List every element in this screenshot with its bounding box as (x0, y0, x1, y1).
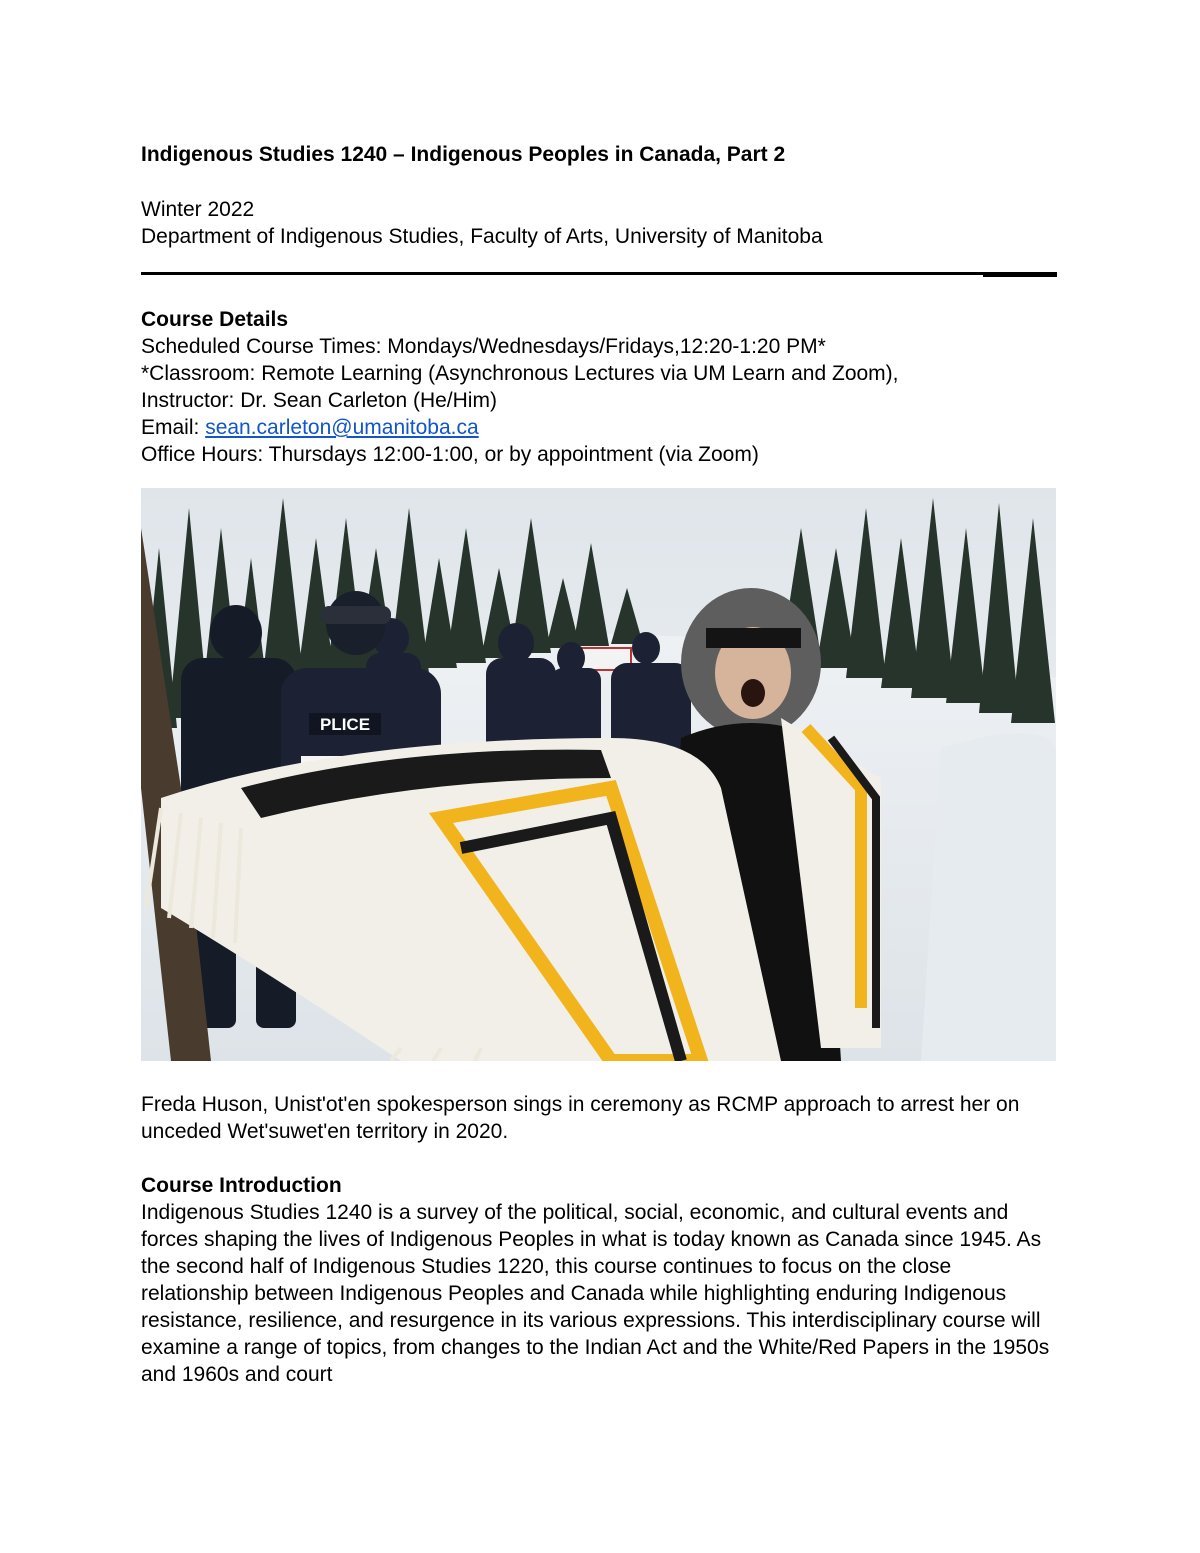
department: Department of Indigenous Studies, Faculty of Arts, University of Manitoba (141, 225, 823, 248)
term: Winter 2022 (141, 198, 255, 221)
course-introduction-heading: Course Introduction (141, 1174, 342, 1197)
email-label: Email: (141, 416, 206, 439)
course-meta (141, 196, 823, 250)
classroom: *Classroom: Remote Learning (Asynchronous Lectures via UM Learn and Zoom), (141, 362, 899, 385)
police-vest-text: PLICE (319, 715, 371, 734)
document-title: Indigenous Studies 1240 – Indigenous Peoples in Canada, Part 2 (141, 143, 786, 166)
instructor: Instructor: Dr. Sean Carleton (He/Him) (141, 389, 497, 412)
horizontal-rule-end (983, 272, 1057, 277)
protest-photo (141, 488, 1056, 1061)
email-link[interactable]: sean.carleton@umanitoba.ca (205, 416, 479, 439)
scheduled-times: Scheduled Course Times: Mondays/Wednesdays/Fridays,12:20-1:20 PM* (141, 335, 826, 358)
protest-photo-illustration (141, 488, 1056, 1061)
horizontal-rule (141, 272, 1057, 275)
course-introduction-body: Indigenous Studies 1240 is a survey of the political, social, economic, and cultural events and forces shaping the lives of Indigenous Peoples in what is today known as Canada since 1945. As the second half of Indigenous Studies 1220, this course continues to focus on the close relationship between Indigenous Peoples and Canada while highlighting enduring Indigenous resistance, resilience, and resurgence in its various expressions. This interdisciplinary course will examine a range of topics, from changes to the Indian Act and the White/Red Papers in the 1950s and 1960s and court (141, 1201, 1050, 1386)
photo-caption: Freda Huson, Unist'ot'en spokesperson sings in ceremony as RCMP approach to arrest her on unceded Wet'suwet'en territory in 2020. (141, 1093, 1020, 1143)
office-hours: Office Hours: Thursdays 12:00-1:00, or by appointment (via Zoom) (141, 443, 759, 466)
email-line (141, 414, 899, 441)
course-details-section (141, 306, 899, 468)
course-details-heading: Course Details (141, 308, 289, 331)
course-introduction-section (141, 1172, 1057, 1388)
